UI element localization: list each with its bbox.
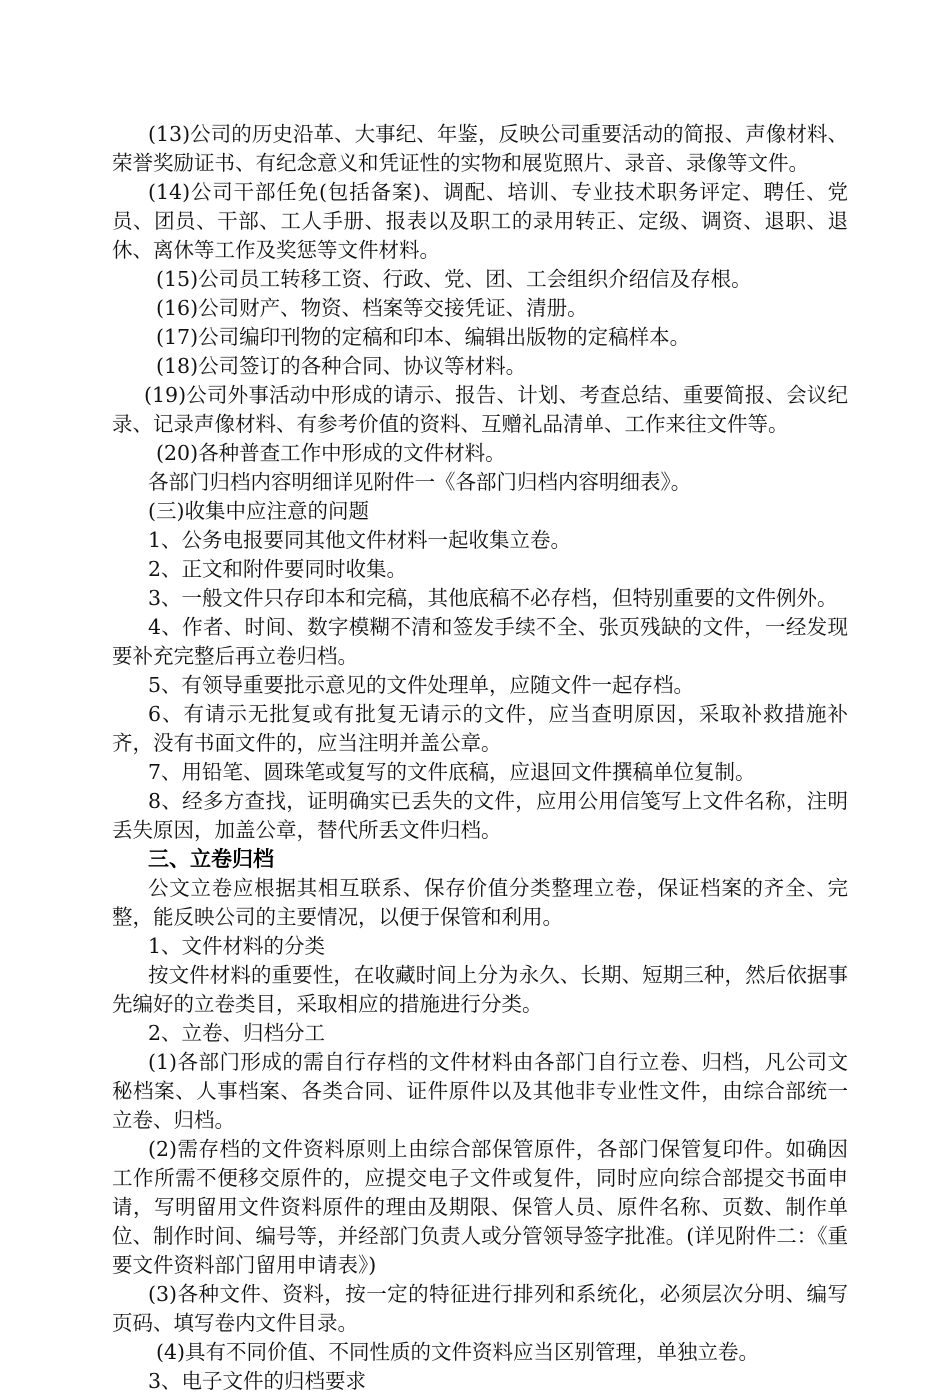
filing-division-item-1: (1)各部门形成的需自行存档的文件材料由各部门自行立卷、归档，凡公司文秘档案、人事档案、各类合同、证件原件以及其他非专业性文件，由综合部统一立卷、归档。 bbox=[112, 1050, 848, 1132]
filing-classification-paragraph: 按文件材料的重要性，在收藏时间上分为永久、长期、短期三种，然后依据事先编好的立卷类目，采取相应的措施进行分类。 bbox=[112, 963, 848, 1016]
paragraph-item-15: (15)公司员工转移工资、行政、党、团、工会组织介绍信及存根。 bbox=[156, 267, 752, 291]
paragraph-item-13: (13)公司的历史沿革、大事纪、年鉴，反映公司重要活动的简报、声像材料、荣誉奖励证书、有纪念意义和凭证性的实物和展览照片、录音、录像等文件。 bbox=[112, 122, 848, 175]
filing-subheading-electronic: 3、电子文件的归档要求 bbox=[148, 1369, 367, 1393]
filing-subheading-classification: 1、文件材料的分类 bbox=[148, 934, 326, 958]
collection-rule-2: 2、正文和附件要同时收集。 bbox=[148, 557, 408, 581]
filing-division-item-3: (3)各种文件、资料，按一定的特征进行排列和系统化，必须层次分明、编写页码、填写卷内文件目录。 bbox=[112, 1282, 848, 1335]
filing-intro-paragraph: 公文立卷应根据其相互联系、保存价值分类整理立卷，保证档案的齐全、完整，能反映公司的主要情况，以便于保管和利用。 bbox=[112, 876, 848, 929]
filing-division-item-2: (2)需存档的文件资料原则上由综合部保管原件，各部门保管复印件。如确因工作所需不便移交原件的，应提交电子文件或复件，同时应向综合部提交书面申请，写明留用文件资料原件的理由及期限、保管人员、原件名称、页数、制作单位、制作时间、编号等，并经部门负责人或分管领导签字批准。(详见附件二：《重要文件资料部门留用申请表》) bbox=[112, 1137, 848, 1277]
collection-rule-7: 7、用铅笔、圆珠笔或复写的文件底稿，应退回文件撰稿单位复制。 bbox=[148, 760, 756, 784]
subsection-heading-collection-issues: (三)收集中应注意的问题 bbox=[148, 499, 369, 523]
collection-rule-1: 1、公务电报要同其他文件材料一起收集立卷。 bbox=[148, 528, 572, 552]
document-body bbox=[112, 120, 848, 1396]
paragraph-item-17: (17)公司编印刊物的定稿和印本、编辑出版物的定稿样本。 bbox=[156, 325, 691, 349]
paragraph-item-16: (16)公司财产、物资、档案等交接凭证、清册。 bbox=[156, 296, 588, 320]
paragraph-item-20: (20)各种普查工作中形成的文件材料。 bbox=[156, 441, 506, 465]
filing-division-item-4: (4)具有不同价值、不同性质的文件资料应当区别管理，单独立卷。 bbox=[156, 1340, 760, 1364]
section-heading-filing: 三、立卷归档 bbox=[148, 847, 274, 871]
collection-rule-5: 5、有领导重要批示意见的文件处理单，应随文件一起存档。 bbox=[148, 673, 695, 697]
collection-rule-6: 6、有请示无批复或有批复无请示的文件，应当查明原因，采取补救措施补齐，没有书面文件的，应当注明并盖公章。 bbox=[112, 702, 848, 755]
paragraph-appendix-note: 各部门归档内容明细详见附件一《各部门归档内容明细表》。 bbox=[148, 470, 692, 494]
collection-rule-3: 3、一般文件只存印本和完稿，其他底稿不必存档，但特别重要的文件例外。 bbox=[148, 586, 838, 610]
filing-subheading-division: 2、立卷、归档分工 bbox=[148, 1021, 326, 1045]
paragraph-item-18: (18)公司签订的各种合同、协议等材料。 bbox=[156, 354, 527, 378]
paragraph-item-19: (19)公司外事活动中形成的请示、报告、计划、考查总结、重要简报、会议纪录、记录声像材料、有参考价值的资料、互赠礼品清单、工作来往文件等。 bbox=[112, 383, 848, 436]
collection-rule-4: 4、作者、时间、数字模糊不清和签发手续不全、张页残缺的文件，一经发现要补充完整后再立卷归档。 bbox=[112, 615, 848, 668]
collection-rule-8: 8、经多方查找，证明确实已丢失的文件，应用公用信笺写上文件名称，注明丢失原因，加盖公章，替代所丢文件归档。 bbox=[112, 789, 848, 842]
paragraph-item-14: (14)公司干部任免(包括备案)、调配、培训、专业技术职务评定、聘任、党员、团员、干部、工人手册、报表以及职工的录用转正、定级、调资、退职、退休、离休等工作及奖惩等文件材料。 bbox=[112, 180, 848, 262]
